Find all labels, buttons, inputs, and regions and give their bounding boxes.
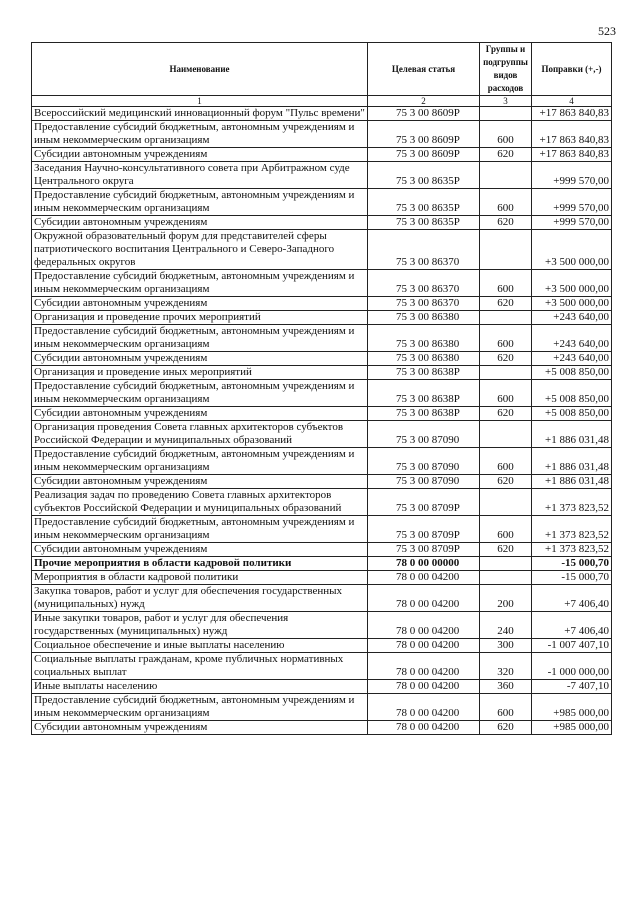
row-code-cell: 75 3 00 86380: [368, 311, 480, 325]
row-amount-cell: +243 640,00: [532, 311, 612, 325]
row-amount-cell: +1 886 031,48: [532, 448, 612, 475]
row-code-cell: 75 3 00 8709P: [368, 489, 480, 516]
row-name-cell: Субсидии автономным учреждениям: [32, 352, 368, 366]
index-cell: 4: [532, 96, 612, 107]
row-amount-cell: +243 640,00: [532, 325, 612, 352]
table-row: [32, 721, 612, 735]
row-amount-cell: +5 008 850,00: [532, 407, 612, 421]
row-code-cell: 75 3 00 8635P: [368, 189, 480, 216]
row-code-cell: 75 3 00 86380: [368, 325, 480, 352]
budget-table: [31, 42, 612, 735]
table-row: [32, 543, 612, 557]
table-row: [32, 366, 612, 380]
row-amount-cell: +17 863 840,83: [532, 148, 612, 162]
row-code-cell: 78 0 00 04200: [368, 721, 480, 735]
table-row: [32, 189, 612, 216]
row-name-cell: Предоставление субсидий бюджетным, автономным учреждениям и иным некоммерческим организациям: [32, 325, 368, 352]
table-index-row: [32, 96, 612, 107]
row-code-cell: 78 0 00 04200: [368, 653, 480, 680]
index-cell: 2: [368, 96, 480, 107]
row-name-cell: Социальное обеспечение и иные выплаты населению: [32, 639, 368, 653]
row-group-cell: [480, 230, 532, 270]
row-group-cell: 620: [480, 216, 532, 230]
row-name-cell: Социальные выплаты гражданам, кроме публичных нормативных социальных выплат: [32, 653, 368, 680]
row-group-cell: 300: [480, 639, 532, 653]
row-amount-cell: +7 406,40: [532, 612, 612, 639]
header-groups: Группы и подгруппы видов расходов: [480, 43, 532, 96]
row-amount-cell: +243 640,00: [532, 352, 612, 366]
table-row: [32, 162, 612, 189]
row-code-cell: 75 3 00 87090: [368, 448, 480, 475]
row-amount-cell: +1 886 031,48: [532, 421, 612, 448]
row-group-cell: [480, 571, 532, 585]
row-amount-cell: +999 570,00: [532, 162, 612, 189]
row-group-cell: [480, 162, 532, 189]
table-row: [32, 585, 612, 612]
row-group-cell: 600: [480, 448, 532, 475]
row-group-cell: 200: [480, 585, 532, 612]
table-row: [32, 557, 612, 571]
table-row: [32, 325, 612, 352]
table-row: [32, 380, 612, 407]
row-group-cell: 620: [480, 721, 532, 735]
table-row: [32, 653, 612, 680]
page-number: 523: [598, 24, 616, 38]
table-body: [32, 107, 612, 735]
row-code-cell: 78 0 00 04200: [368, 639, 480, 653]
table-row: [32, 407, 612, 421]
row-name-cell: Организация проведения Совета главных архитекторов субъектов Российской Федерации и муниципальных образований: [32, 421, 368, 448]
row-group-cell: 600: [480, 694, 532, 721]
row-amount-cell: -1 000 000,00: [532, 653, 612, 680]
row-amount-cell: +999 570,00: [532, 216, 612, 230]
row-code-cell: 75 3 00 8638P: [368, 366, 480, 380]
row-group-cell: [480, 421, 532, 448]
table-row: [32, 639, 612, 653]
row-code-cell: 75 3 00 8609P: [368, 121, 480, 148]
table-row: [32, 680, 612, 694]
row-group-cell: [480, 107, 532, 121]
header-name: Наименование: [32, 43, 368, 96]
row-amount-cell: +17 863 840,83: [532, 107, 612, 121]
row-amount-cell: +999 570,00: [532, 189, 612, 216]
row-name-cell: Заседания Научно-консультативного совета при Арбитражном суде Центрального округа: [32, 162, 368, 189]
row-code-cell: 75 3 00 8635P: [368, 216, 480, 230]
row-code-cell: 75 3 00 87090: [368, 421, 480, 448]
row-name-cell: Предоставление субсидий бюджетным, автономным учреждениям и иным некоммерческим организациям: [32, 448, 368, 475]
row-code-cell: 78 0 00 04200: [368, 612, 480, 639]
row-group-cell: 600: [480, 516, 532, 543]
row-code-cell: 78 0 00 00000: [368, 557, 480, 571]
row-name-cell: Иные закупки товаров, работ и услуг для обеспечения государственных (муниципальных) нужд: [32, 612, 368, 639]
row-name-cell: Организация и проведение иных мероприятий: [32, 366, 368, 380]
row-name-cell: Субсидии автономным учреждениям: [32, 407, 368, 421]
row-name-cell: Субсидии автономным учреждениям: [32, 721, 368, 735]
table-row: [32, 352, 612, 366]
row-code-cell: 78 0 00 04200: [368, 694, 480, 721]
row-amount-cell: +3 500 000,00: [532, 270, 612, 297]
row-amount-cell: -15 000,70: [532, 571, 612, 585]
table-row: [32, 270, 612, 297]
index-cell: 1: [32, 96, 368, 107]
row-group-cell: 360: [480, 680, 532, 694]
row-amount-cell: +1 373 823,52: [532, 543, 612, 557]
row-group-cell: 600: [480, 189, 532, 216]
row-group-cell: 620: [480, 407, 532, 421]
row-name-cell: Субсидии автономным учреждениям: [32, 543, 368, 557]
header-target: Целевая статья: [368, 43, 480, 96]
row-amount-cell: -7 407,10: [532, 680, 612, 694]
row-group-cell: [480, 557, 532, 571]
row-code-cell: 75 3 00 8638P: [368, 407, 480, 421]
row-code-cell: 75 3 00 8609P: [368, 148, 480, 162]
row-group-cell: 600: [480, 325, 532, 352]
table-row: [32, 121, 612, 148]
row-code-cell: 75 3 00 8709P: [368, 543, 480, 557]
row-group-cell: 240: [480, 612, 532, 639]
row-code-cell: 75 3 00 86370: [368, 297, 480, 311]
row-name-cell: Иные выплаты населению: [32, 680, 368, 694]
row-group-cell: 320: [480, 653, 532, 680]
row-name-cell: Прочие мероприятия в области кадровой политики: [32, 557, 368, 571]
row-code-cell: 75 3 00 86370: [368, 270, 480, 297]
table-row: [32, 694, 612, 721]
table-row: [32, 297, 612, 311]
table-row: [32, 571, 612, 585]
row-code-cell: 75 3 00 8609P: [368, 107, 480, 121]
row-name-cell: Предоставление субсидий бюджетным, автономным учреждениям и иным некоммерческим организациям: [32, 121, 368, 148]
row-group-cell: 620: [480, 352, 532, 366]
row-group-cell: [480, 489, 532, 516]
table-row: [32, 612, 612, 639]
row-code-cell: 78 0 00 04200: [368, 585, 480, 612]
row-amount-cell: +1 373 823,52: [532, 516, 612, 543]
header-amount: Поправки (+,-): [532, 43, 612, 96]
row-name-cell: Субсидии автономным учреждениям: [32, 297, 368, 311]
table-row: [32, 489, 612, 516]
row-group-cell: 620: [480, 543, 532, 557]
row-group-cell: [480, 366, 532, 380]
table-header-row: [32, 43, 612, 96]
row-group-cell: [480, 311, 532, 325]
row-code-cell: 78 0 00 04200: [368, 571, 480, 585]
row-group-cell: 620: [480, 148, 532, 162]
table-row: [32, 230, 612, 270]
row-amount-cell: +7 406,40: [532, 585, 612, 612]
table-row: [32, 148, 612, 162]
table-row: [32, 475, 612, 489]
row-amount-cell: +1 886 031,48: [532, 475, 612, 489]
row-amount-cell: +17 863 840,83: [532, 121, 612, 148]
row-amount-cell: +985 000,00: [532, 694, 612, 721]
row-name-cell: Субсидии автономным учреждениям: [32, 216, 368, 230]
row-name-cell: Предоставление субсидий бюджетным, автономным учреждениям и иным некоммерческим организациям: [32, 516, 368, 543]
row-group-cell: 600: [480, 121, 532, 148]
row-name-cell: Предоставление субсидий бюджетным, автономным учреждениям и иным некоммерческим организациям: [32, 380, 368, 407]
row-code-cell: 75 3 00 86380: [368, 352, 480, 366]
row-code-cell: 75 3 00 8635P: [368, 162, 480, 189]
row-name-cell: Мероприятия в области кадровой политики: [32, 571, 368, 585]
row-name-cell: Субсидии автономным учреждениям: [32, 475, 368, 489]
table-row: [32, 516, 612, 543]
row-name-cell: Субсидии автономным учреждениям: [32, 148, 368, 162]
row-group-cell: 600: [480, 380, 532, 407]
row-group-cell: 600: [480, 270, 532, 297]
table-row: [32, 421, 612, 448]
row-name-cell: Реализация задач по проведению Совета главных архитекторов субъектов Российской Федерации и муниципальных образований: [32, 489, 368, 516]
table-row: [32, 216, 612, 230]
row-amount-cell: +3 500 000,00: [532, 297, 612, 311]
row-amount-cell: -15 000,70: [532, 557, 612, 571]
row-amount-cell: -1 007 407,10: [532, 639, 612, 653]
row-name-cell: Предоставление субсидий бюджетным, автономным учреждениям и иным некоммерческим организациям: [32, 189, 368, 216]
row-amount-cell: +3 500 000,00: [532, 230, 612, 270]
table-row: [32, 107, 612, 121]
row-amount-cell: +985 000,00: [532, 721, 612, 735]
row-group-cell: 620: [480, 297, 532, 311]
row-amount-cell: +1 373 823,52: [532, 489, 612, 516]
index-cell: 3: [480, 96, 532, 107]
row-code-cell: 75 3 00 86370: [368, 230, 480, 270]
table-row: [32, 311, 612, 325]
row-name-cell: Окружной образовательный форум для представителей сферы патриотического воспитания Центрального и Северо-Западного федеральных округов: [32, 230, 368, 270]
row-amount-cell: +5 008 850,00: [532, 366, 612, 380]
row-name-cell: Всероссийский медицинский инновационный форум "Пульс времени": [32, 107, 368, 121]
row-name-cell: Организация и проведение прочих мероприятий: [32, 311, 368, 325]
row-code-cell: 75 3 00 8638P: [368, 380, 480, 407]
row-code-cell: 75 3 00 87090: [368, 475, 480, 489]
row-name-cell: Предоставление субсидий бюджетным, автономным учреждениям и иным некоммерческим организациям: [32, 694, 368, 721]
row-code-cell: 75 3 00 8709P: [368, 516, 480, 543]
row-name-cell: Предоставление субсидий бюджетным, автономным учреждениям и иным некоммерческим организациям: [32, 270, 368, 297]
row-group-cell: 620: [480, 475, 532, 489]
row-amount-cell: +5 008 850,00: [532, 380, 612, 407]
row-name-cell: Закупка товаров, работ и услуг для обеспечения государственных (муниципальных) нужд: [32, 585, 368, 612]
row-code-cell: 78 0 00 04200: [368, 680, 480, 694]
table-row: [32, 448, 612, 475]
